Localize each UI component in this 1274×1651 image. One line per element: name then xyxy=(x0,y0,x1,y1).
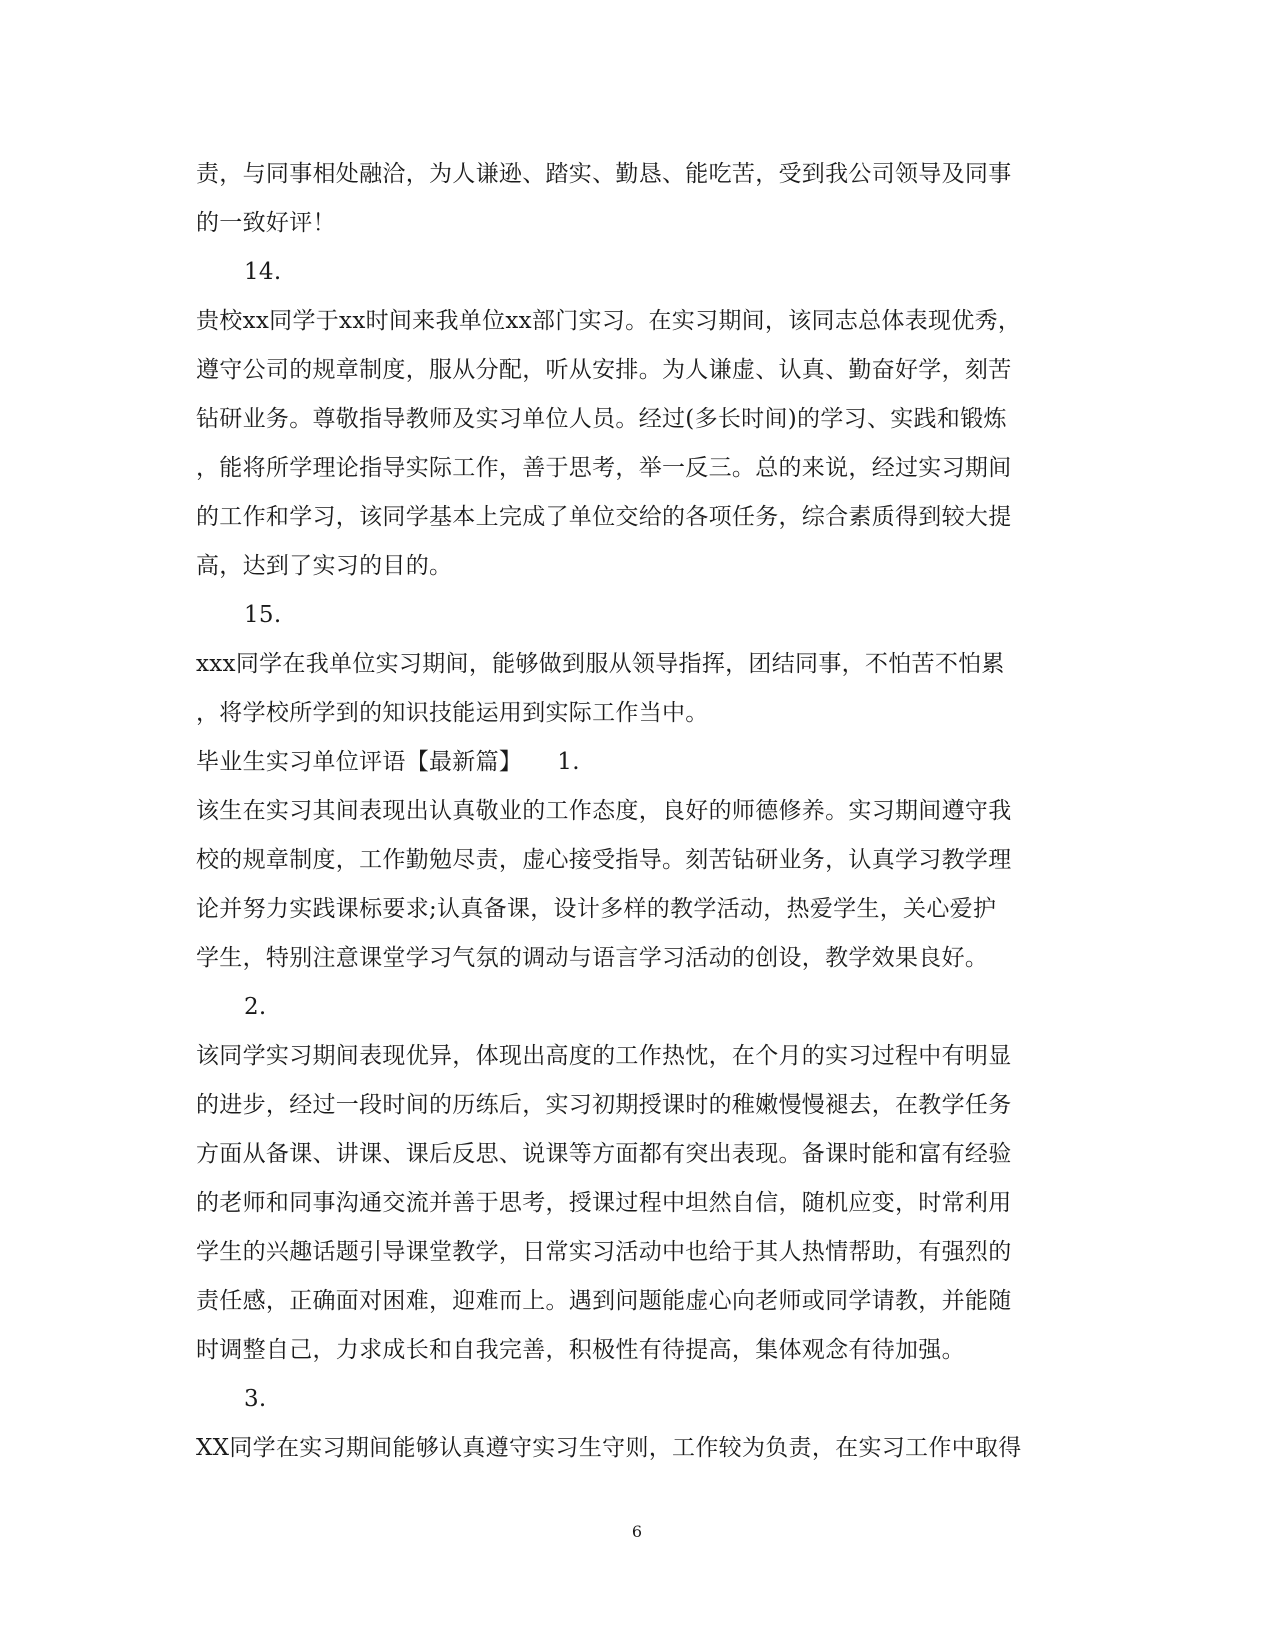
text-line: ，将学校所学到的知识技能运用到实际工作当中。 xyxy=(196,700,709,726)
text-line: 高，达到了实习的目的。 xyxy=(196,553,453,579)
text-line: 责任感，正确面对困难，迎难而上。遇到问题能虚心向老师或同学请教，并能随 xyxy=(196,1288,1012,1314)
item-number: 2. xyxy=(244,994,267,1020)
text-line: 贵校xx同学于xx时间来我单位xx部门实习。在实习期间，该同志总体表现优秀， xyxy=(196,308,1022,334)
document-body xyxy=(196,150,1076,1473)
text-line: 时调整自己，力求成长和自我完善，积极性有待提高，集体观念有待加强。 xyxy=(196,1337,965,1363)
text-line: 该同学实习期间表现优异，体现出高度的工作热忱，在个月的实习过程中有明显 xyxy=(196,1043,1012,1069)
item-number: 14. xyxy=(244,259,282,285)
page-number: 6 xyxy=(631,1522,643,1541)
text-line: XX同学在实习期间能够认真遵守实习生守则，工作较为负责，在实习工作中取得 xyxy=(196,1435,1022,1461)
text-line: xxx同学在我单位实习期间，能够做到服从领导指挥，团结同事，不怕苦不怕累 xyxy=(196,651,1005,677)
text-line: 的工作和学习，该同学基本上完成了单位交给的各项任务，综合素质得到较大提 xyxy=(196,504,1012,530)
text-line: 学生，特别注意课堂学习气氛的调动与语言学习活动的创设，教学效果良好。 xyxy=(196,945,989,971)
text-line: 钻研业务。尊敬指导教师及实习单位人员。经过(多长时间)的学习、实践和锻炼 xyxy=(196,406,1007,432)
text-line: 校的规章制度，工作勤勉尽责，虚心接受指导。刻苦钻研业务，认真学习教学理 xyxy=(196,847,1012,873)
item-number: 15. xyxy=(244,602,282,628)
item-number: 3. xyxy=(244,1386,267,1412)
text-line: 遵守公司的规章制度，服从分配，听从安排。为人谦虚、认真、勤奋好学，刻苦 xyxy=(196,357,1012,383)
text-line: 论并努力实践课标要求;认真备课，设计多样的教学活动，热爱学生，关心爱护 xyxy=(196,896,997,922)
text-line: 方面从备课、讲课、课后反思、说课等方面都有突出表现。备课时能和富有经验 xyxy=(196,1141,1012,1167)
text-line: 责，与同事相处融洽，为人谦逊、踏实、勤恳、能吃苦，受到我公司领导及同事 xyxy=(196,161,1012,187)
section-heading: 毕业生实习单位评语【最新篇】 1. xyxy=(196,749,580,775)
text-line: 学生的兴趣话题引导课堂教学，日常实习活动中也给于其人热情帮助，有强烈的 xyxy=(196,1239,1012,1265)
text-line: ，能将所学理论指导实际工作，善于思考，举一反三。总的来说，经过实习期间 xyxy=(196,455,1012,481)
text-line: 该生在实习其间表现出认真敬业的工作态度，良好的师德修养。实习期间遵守我 xyxy=(196,798,1012,824)
text-line: 的老师和同事沟通交流并善于思考，授课过程中坦然自信，随机应变，时常利用 xyxy=(196,1190,1012,1216)
text-line: 的进步，经过一段时间的历练后，实习初期授课时的稚嫩慢慢褪去，在教学任务 xyxy=(196,1092,1012,1118)
text-line: 的一致好评！ xyxy=(196,210,336,236)
